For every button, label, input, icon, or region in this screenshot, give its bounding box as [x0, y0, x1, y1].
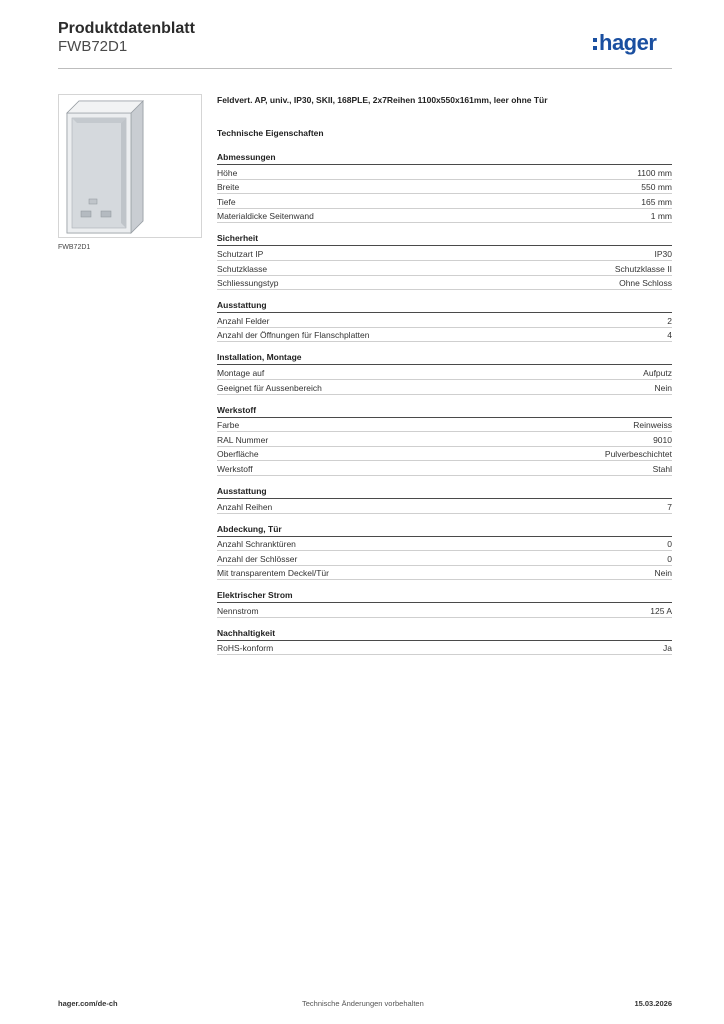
spec-value: Pulverbeschichtet [604, 449, 672, 460]
spec-value: Schutzklasse II [614, 263, 672, 274]
spec-row [217, 603, 672, 618]
spec-row [217, 194, 672, 209]
spec-group-title: Ausstattung [217, 300, 672, 313]
spec-label: Nennstrom [217, 605, 259, 616]
spec-label: Werkstoff [217, 463, 253, 474]
spec-row [217, 328, 672, 343]
spec-label: Tiefe [217, 196, 236, 207]
spec-label: Materialdicke Seitenwand [217, 211, 314, 222]
spec-row [217, 246, 672, 261]
spec-label: Farbe [217, 420, 240, 431]
spec-value: Reinweiss [633, 420, 672, 431]
spec-value: 550 mm [641, 182, 672, 193]
spec-group [217, 233, 672, 290]
spec-value: Nein [654, 568, 672, 579]
spec-group [217, 352, 672, 394]
spec-row [217, 447, 672, 462]
section-heading: Technische Eigenschaften [217, 128, 324, 138]
logo-dot-bottom [593, 46, 597, 50]
spec-row [217, 461, 672, 476]
spec-group-title: Abmessungen [217, 152, 672, 165]
spec-value: 7 [667, 501, 672, 512]
specification-content [217, 95, 672, 655]
spec-group-title: Installation, Montage [217, 352, 672, 365]
logo-text: hager [599, 30, 657, 55]
spec-value: 125 A [650, 605, 672, 616]
product-code: FWB72D1 [58, 38, 128, 55]
page-title: Produktdatenblatt [58, 20, 195, 37]
spec-value: Ohne Schloss [619, 278, 672, 289]
hager-logo [590, 26, 680, 60]
spec-value: 1 mm [650, 211, 672, 222]
spec-row [217, 261, 672, 276]
spec-group [217, 628, 672, 656]
spec-group-title: Ausstattung [217, 486, 672, 499]
spec-group [217, 300, 672, 342]
spec-label: Geeignet für Aussenbereich [217, 382, 322, 393]
spec-value: 2 [667, 315, 672, 326]
spec-label: Mit transparentem Deckel/Tür [217, 568, 329, 579]
spec-value: IP30 [654, 248, 672, 259]
spec-row [217, 276, 672, 291]
spec-label: Breite [217, 182, 240, 193]
spec-row [217, 380, 672, 395]
spec-label: RoHS-konform [217, 643, 274, 654]
spec-label: Höhe [217, 167, 238, 178]
spec-value: 0 [667, 539, 672, 550]
spec-label: Montage auf [217, 367, 265, 378]
spec-value: Stahl [652, 463, 672, 474]
spec-row [217, 180, 672, 195]
spec-row [217, 537, 672, 552]
spec-row [217, 499, 672, 514]
distribution-cabinet-image [59, 95, 201, 237]
footer-date: 15.03.2026 [634, 999, 672, 1008]
spec-group-title: Werkstoff [217, 405, 672, 418]
spec-group-title: Sicherheit [217, 233, 672, 246]
spec-value: 9010 [653, 434, 672, 445]
footer-notice: Technische Änderungen vorbehalten [302, 999, 424, 1008]
spec-value: 0 [667, 553, 672, 564]
spec-label: Schliessungstyp [217, 278, 279, 289]
spec-row [217, 165, 672, 180]
spec-group [217, 524, 672, 581]
spec-value: 165 mm [641, 196, 672, 207]
spec-value: Nein [654, 382, 672, 393]
spec-group-title: Nachhaltigkeit [217, 628, 672, 641]
spec-label: Oberfläche [217, 449, 259, 460]
footer-website[interactable]: hager.com/de-ch [58, 999, 118, 1008]
spec-label: Schutzart IP [217, 248, 264, 259]
header-divider [58, 68, 672, 69]
spec-value: 4 [667, 330, 672, 341]
spec-row [217, 432, 672, 447]
spec-value: Aufputz [643, 367, 672, 378]
spec-row [217, 418, 672, 433]
spec-row [217, 641, 672, 656]
spec-group-title: Abdeckung, Tür [217, 524, 672, 537]
spec-group [217, 486, 672, 514]
spec-label: RAL Nummer [217, 434, 269, 445]
spec-group-title: Elektrischer Strom [217, 590, 672, 603]
spec-group [217, 590, 672, 618]
spec-group [217, 152, 672, 223]
specification-groups [217, 152, 672, 655]
product-description: Feldvert. AP, univ., IP30, SKII, 168PLE, 2x7Reihen 1100x550x161mm, leer ohne Tür [217, 95, 548, 105]
image-caption: FWB72D1 [58, 244, 91, 251]
spec-row [217, 313, 672, 328]
spec-label: Anzahl der Schlösser [217, 553, 298, 564]
spec-value: 1100 mm [637, 167, 672, 178]
product-image [58, 94, 202, 238]
spec-row [217, 365, 672, 380]
spec-row [217, 551, 672, 566]
spec-label: Schutzklasse [217, 263, 268, 274]
spec-row [217, 209, 672, 224]
spec-group [217, 405, 672, 476]
spec-label: Anzahl Felder [217, 315, 270, 326]
spec-label: Anzahl der Öffnungen für Flanschplatten [217, 330, 370, 341]
spec-label: Anzahl Reihen [217, 501, 273, 512]
spec-value: Ja [663, 643, 672, 654]
spec-row [217, 566, 672, 581]
spec-label: Anzahl Schranktüren [217, 539, 296, 550]
logo-dot-top [593, 38, 597, 42]
